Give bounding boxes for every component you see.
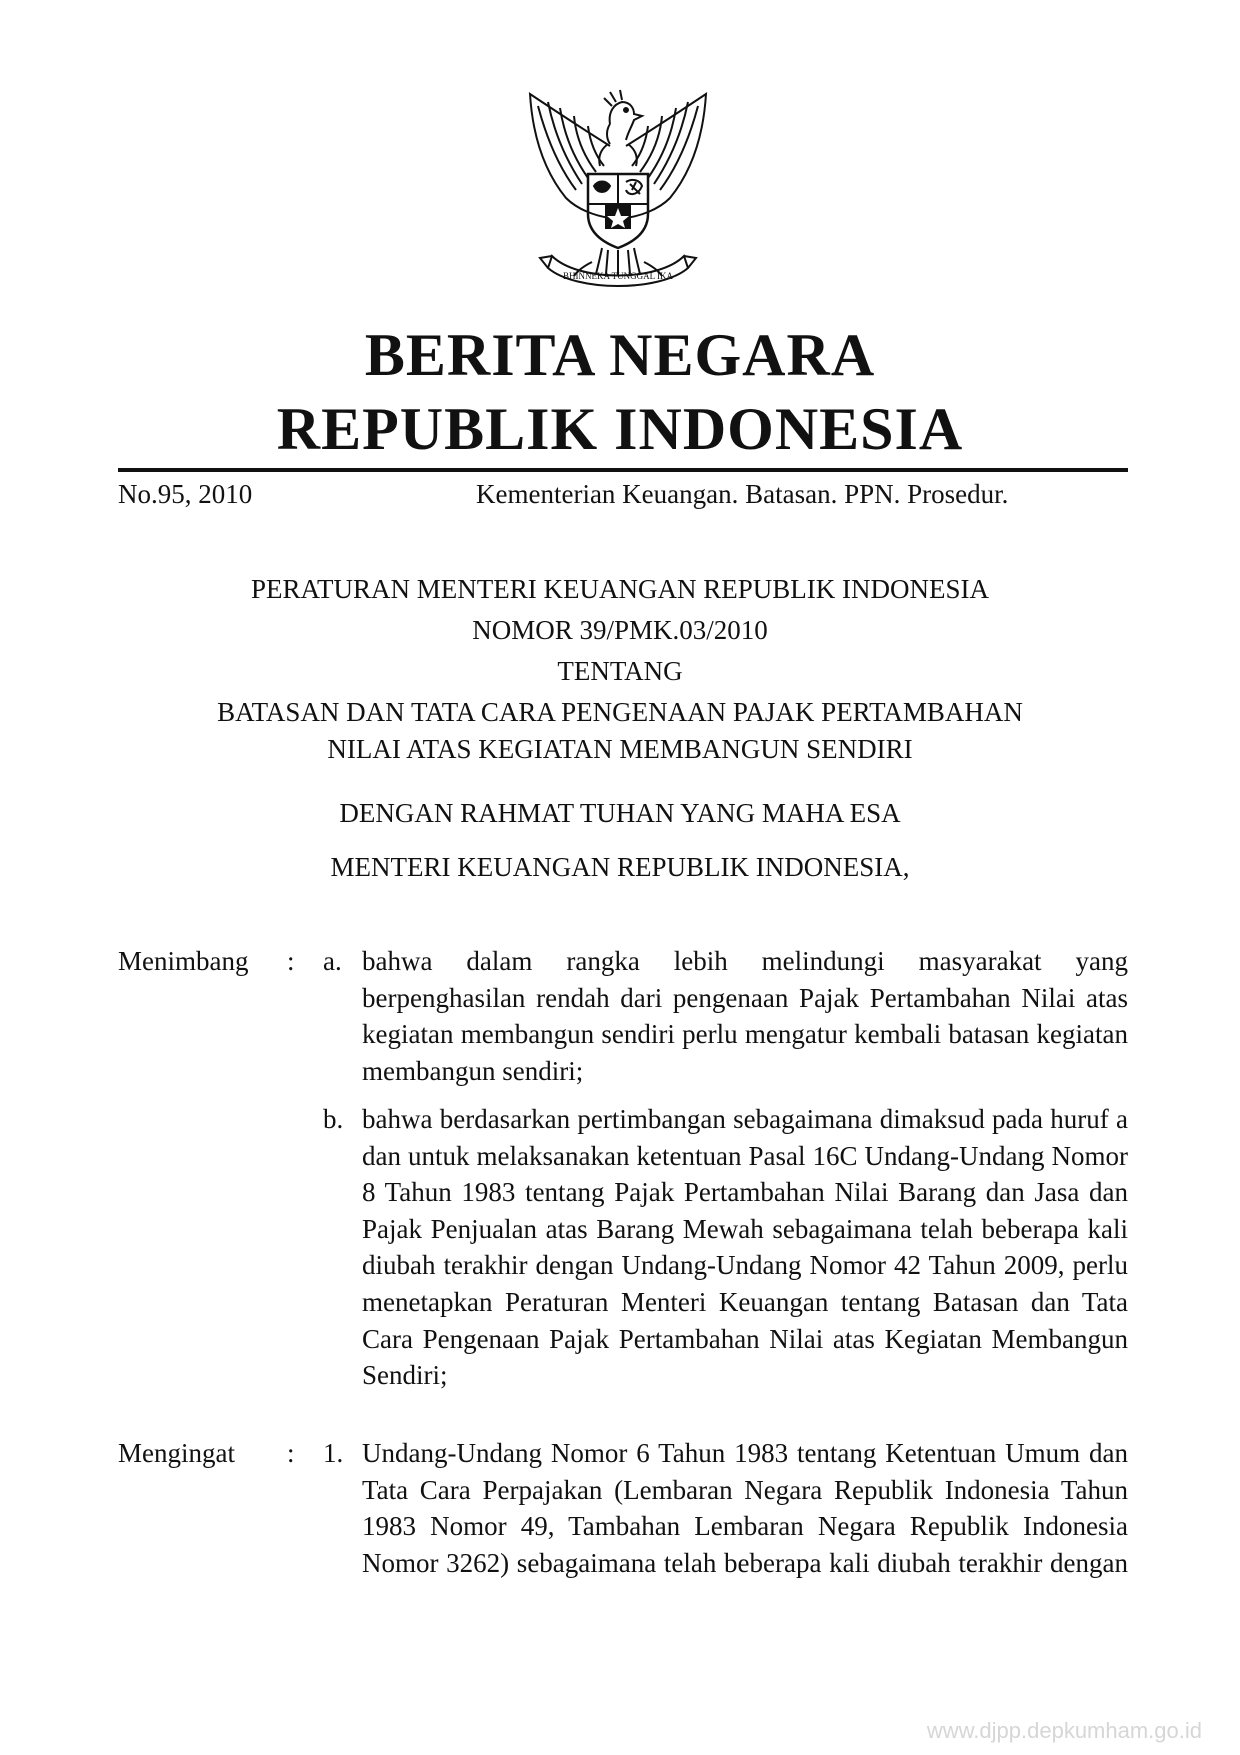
- masthead-subtitle: REPUBLIK INDONESIA: [276, 396, 964, 462]
- gazette-subject: Kementerian Keuangan. Batasan. PPN. Prosedur.: [476, 479, 1009, 509]
- menimbang-label: Menimbang: [118, 946, 249, 976]
- menimbang-marker-a: a.: [323, 946, 342, 976]
- gazette-number: No.95, 2010: [118, 479, 253, 509]
- issuer: MENTERI KEUANGAN REPUBLIK INDONESIA,: [330, 852, 910, 882]
- menimbang-marker-b: b.: [323, 1104, 344, 1134]
- regulation-subject-line-2: NILAI ATAS KEGIATAN MEMBANGUN SENDIRI: [327, 734, 913, 764]
- masthead-divider: [118, 468, 1128, 472]
- regulation-number: NOMOR 39/PMK.03/2010: [472, 615, 768, 645]
- emblem-motto: BHINNEKA TUNGGAL IKA: [563, 271, 673, 281]
- mengingat-item-1: Undang-Undang Nomor 6 Tahun 1983 tentang Ketentuan Umum dan Tata Cara Perpajakan (Lembaran Negara Republik Indonesia Tahun 1983 Nomor 49, Tambahan Lembaran Negara Republik Indonesia Nomor 3262) sebagaimana telah beberapa kali diubah terakhir dengan: [362, 1438, 1128, 1578]
- mengingat-marker-1: 1.: [323, 1438, 344, 1468]
- regulation-tentang: TENTANG: [557, 656, 683, 686]
- regulation-title-line: PERATURAN MENTERI KEUANGAN REPUBLIK INDONESIA: [251, 574, 989, 604]
- masthead-title: BERITA NEGARA: [364, 322, 876, 388]
- regulation-subject-line-1: BATASAN DAN TATA CARA PENGENAAN PAJAK PERTAMBAHAN: [217, 697, 1023, 727]
- watermark: www.djpp.depkumham.go.id: [926, 1718, 1202, 1743]
- menimbang-item-a: bahwa dalam rangka lebih melindungi masyarakat yang berpenghasilan rendah dari pengenaan Pajak Pertambahan Nilai atas kegiatan membangun sendiri perlu mengatur kembali batasan kegiatan membangun sendiri;: [362, 946, 1128, 1086]
- mengingat-colon: :: [287, 1438, 295, 1468]
- garuda-emblem-icon: [518, 86, 718, 298]
- mengingat-label: Mengingat: [118, 1438, 235, 1468]
- menimbang-item-b: bahwa berdasarkan pertimbangan sebagaimana dimaksud pada huruf a dan untuk melaksanakan ketentuan Pasal 16C Undang-Undang Nomor 8 Tahun 1983 tentang Pajak Pertambahan Nilai Barang dan Jasa dan Pajak Penjualan atas Barang Mewah sebagaimana telah beberapa kali diubah terakhir dengan Undang-Undang Nomor 42 Tahun 2009, perlu menetapkan Peraturan Menteri Keuangan tentang Batasan dan Tata Cara Pengenaan Pajak Pertambahan Nilai atas Kegiatan Membangun Sendiri;: [362, 1104, 1128, 1391]
- menimbang-colon: :: [287, 946, 295, 976]
- invocation: DENGAN RAHMAT TUHAN YANG MAHA ESA: [339, 798, 901, 828]
